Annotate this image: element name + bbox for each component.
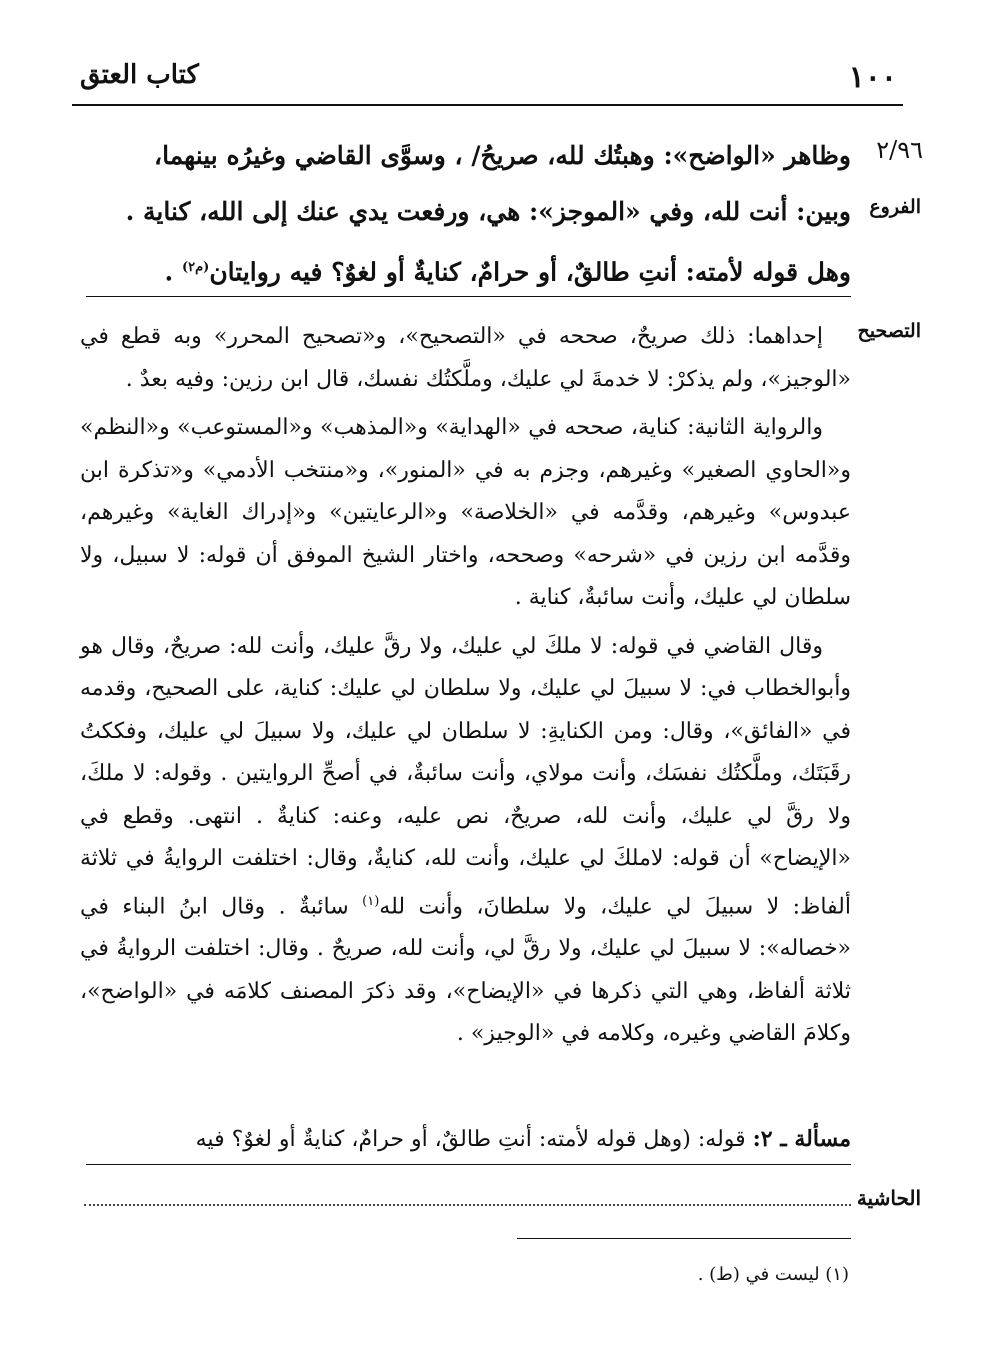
footnote-marker: (١): [362, 893, 380, 909]
masala-heading: [80, 1118, 851, 1161]
furu-line: وبين: أنت لله، وفي «الموجز»: هي، ورفعت يدي عنك إلى الله، كناية .: [125, 197, 851, 226]
furu-main-text: [80, 128, 851, 300]
editorial-marker: (م٢): [181, 260, 210, 275]
page-number: ١٠٠: [848, 60, 897, 95]
tashih-paragraph-text: وقال القاضي في قوله: لا ملكَ لي عليك، ولا رقَّ عليك، وأنت لله: صريحٌ، وقال هو وأبوالخطاب في: لا سبيلَ لي عليك، ولا سلطان لي عليك: كناية، على الصحيح، وقدمه في «الفائق»، وقال: ومن الكنايةِ: لا سلطان لي عليك، ولا سبيلَ لي عليك، وفككتُ رقَبَتَك، وملَّكتُك نفسَك، وأنت مولاي، وأنت سائبةٌ، في أصحِّ الروايتين . وقوله: لا ملكَ، ولا رقَّ لي عليك، وأنت لله، صريحٌ، نص عليه، وعنه: كنايةٌ . انتهى. وقطع في «الإيضاح» أن قوله: لاملكَ لي عليك، وأنت لله، كنايةٌ، وقال: اختلفت الروايةُ في ثلاثة ألفاظ: لا سبيلَ لي عليك، ولا سلطانَ، وأنت لله: [80, 633, 851, 919]
masala-text: قوله: (وهل قوله لأمته: أنتِ طالقٌ، أو حرامٌ، كنايةٌ أو لغوٌ؟ فيه: [195, 1127, 753, 1152]
furu-line: وظاهر «الواضح»: وهبتُك لله، صريحُ/ ، وسوَّى القاضي وغيرُه بينهما،: [154, 141, 851, 170]
section-divider: [86, 1164, 851, 1165]
tashih-side-label: التصحيح: [857, 320, 921, 342]
tashih-text: [80, 316, 851, 1062]
tashih-paragraph-text: سائبةٌ . وقال ابنُ البناء في «خصاله»: لا سبيلَ لي عليك، ولا رقَّ لي، وأنت لله، صريحٌ . وقال: اختلفت الروايةُ في ثلاثة ألفاظ، وهي التي ذكرها في «الإيضاح»، وقد ذكرَ المصنف كلامَه في «الواضح»، وكلامَ القاضي وغيره، وكلامه في «الوجيز» .: [80, 893, 851, 1047]
section-divider: [86, 296, 851, 297]
furu-side-label: الفروع: [869, 196, 921, 218]
footnote-divider: [517, 1238, 851, 1239]
hashiya-dotted-line: [84, 1204, 851, 1206]
volume-page-reference: ٢/٩٦: [876, 136, 923, 164]
furu-line: [80, 240, 851, 300]
page-header: [72, 58, 903, 106]
tashih-paragraph: [80, 626, 851, 1056]
book-title: كتاب العتق: [80, 60, 199, 90]
hashiya-side-label: الحاشية: [856, 1186, 921, 1210]
furu-line-text: وهل قوله لأمته: أنتِ طالقٌ، أو حرامٌ، كنايةٌ أو لغوٌ؟ فيه روايتان: [209, 257, 851, 287]
line-end: .: [164, 257, 182, 287]
tashih-paragraph: والرواية الثانية: كناية، صححه في «الهداية» و«المذهب» و«المستوعب» و«النظم» و«الحاوي الصغير» وغيرهم، وجزم به في «المنور»، و«منتخب الأدمي» و«تذكرة ابن عبدوس» وغيرهم، وقدَّمه في «الخلاصة» و«الرعايتين» و«إدراك الغاية» وغيرهم، وقدَّمه ابن رزين في «شرحه» وصححه، واختار الشيخ الموفق أن قوله: لا سبيل، ولا سلطان لي عليك، وأنت سائبةٌ، كناية .: [80, 415, 851, 610]
footnote: (١) ليست في (ط) .: [697, 1264, 849, 1285]
masala-label: مسألة ـ ٢:: [752, 1126, 851, 1152]
tashih-paragraph: إحداهما: ذلك صريحٌ، صححه في «التصحيح»، و«تصحيح المحرر» وبه قطع في «الوجيز»، ولم يذكرْ: لا خدمةَ لي عليك، وملَّكتُك نفسك، قال ابن رزين: وفيه بعدٌ .: [80, 324, 851, 392]
